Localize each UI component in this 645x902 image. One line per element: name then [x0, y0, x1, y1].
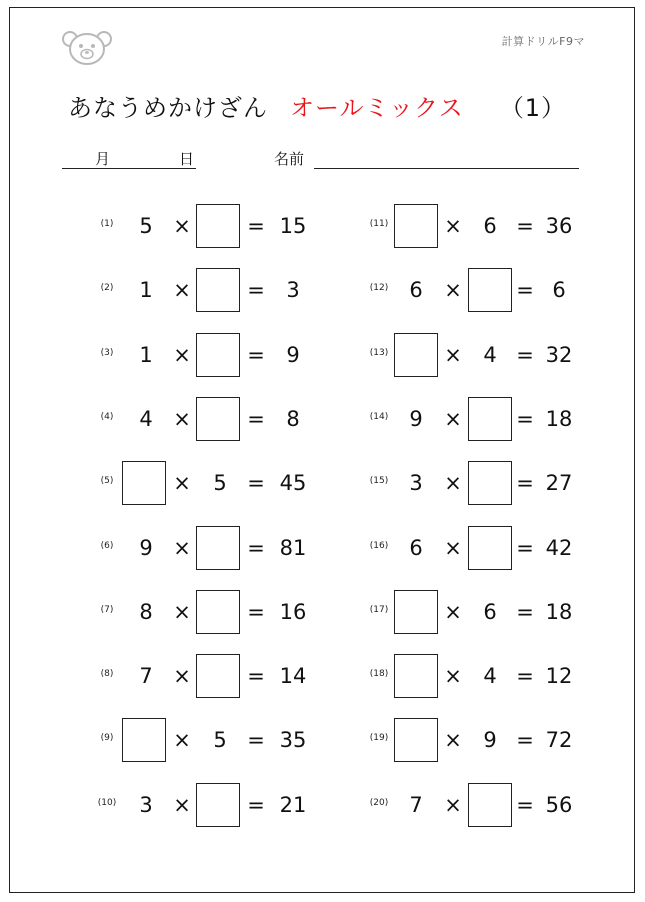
product: 35	[279, 728, 307, 752]
answer-box[interactable]	[468, 783, 512, 827]
answer-box[interactable]	[196, 783, 240, 827]
product: 56	[545, 793, 573, 817]
equals-sign: =	[247, 214, 265, 238]
times-sign: ×	[173, 600, 191, 624]
times-sign: ×	[173, 471, 191, 495]
times-sign: ×	[444, 214, 462, 238]
product: 9	[286, 343, 300, 367]
equals-sign: =	[247, 728, 265, 752]
equals-sign: =	[247, 793, 265, 817]
equals-sign: =	[247, 343, 265, 367]
name-label: 名前	[274, 150, 305, 168]
product: 15	[279, 214, 307, 238]
times-sign: ×	[444, 600, 462, 624]
product: 36	[545, 214, 573, 238]
product: 14	[279, 664, 307, 688]
problem-number: (15)	[369, 476, 389, 486]
operand-a: 7	[409, 793, 423, 817]
equals-sign: =	[516, 471, 534, 495]
problem-number: (6)	[100, 541, 114, 551]
operand-a: 6	[409, 536, 423, 560]
answer-box[interactable]	[394, 718, 438, 762]
date-field[interactable]	[62, 148, 196, 169]
answer-box[interactable]	[468, 461, 512, 505]
problem-number: (9)	[100, 733, 114, 743]
times-sign: ×	[444, 343, 462, 367]
answer-box[interactable]	[394, 204, 438, 248]
product: 3	[286, 278, 300, 302]
equals-sign: =	[247, 664, 265, 688]
operand-a: 3	[409, 471, 423, 495]
bear-logo-icon	[62, 30, 112, 66]
month-label: 月	[95, 150, 111, 168]
times-sign: ×	[173, 343, 191, 367]
times-sign: ×	[173, 407, 191, 431]
answer-box[interactable]	[196, 204, 240, 248]
product: 18	[545, 407, 573, 431]
answer-box[interactable]	[122, 718, 166, 762]
problem-number: (5)	[100, 476, 114, 486]
operand-b: 6	[483, 214, 497, 238]
times-sign: ×	[173, 728, 191, 752]
operand-b: 9	[483, 728, 497, 752]
product: 81	[279, 536, 307, 560]
problem-number: (11)	[369, 219, 389, 229]
problem-number: (16)	[369, 541, 389, 551]
product: 21	[279, 793, 307, 817]
answer-box[interactable]	[394, 590, 438, 634]
operand-a: 5	[139, 214, 153, 238]
equals-sign: =	[247, 536, 265, 560]
problem-number: (12)	[369, 283, 389, 293]
operand-a: 7	[139, 664, 153, 688]
problem-number: (18)	[369, 669, 389, 679]
times-sign: ×	[444, 471, 462, 495]
problem-number: (7)	[100, 605, 114, 615]
worksheet-page	[9, 7, 635, 893]
operand-a: 1	[139, 278, 153, 302]
product: 72	[545, 728, 573, 752]
product: 45	[279, 471, 307, 495]
product: 42	[545, 536, 573, 560]
day-label: 日	[179, 150, 195, 168]
times-sign: ×	[173, 278, 191, 302]
worksheet-title	[68, 88, 566, 123]
answer-box[interactable]	[196, 590, 240, 634]
answer-box[interactable]	[468, 397, 512, 441]
operand-a: 8	[139, 600, 153, 624]
equals-sign: =	[516, 664, 534, 688]
operand-a: 9	[139, 536, 153, 560]
operand-b: 6	[483, 600, 497, 624]
answer-box[interactable]	[196, 397, 240, 441]
name-field[interactable]	[314, 168, 579, 169]
product: 6	[552, 278, 566, 302]
answer-box[interactable]	[468, 268, 512, 312]
problem-number: (3)	[100, 348, 114, 358]
operand-a: 3	[139, 793, 153, 817]
problem-number: (10)	[97, 798, 117, 808]
equals-sign: =	[516, 278, 534, 302]
answer-box[interactable]	[394, 333, 438, 377]
times-sign: ×	[444, 407, 462, 431]
product: 12	[545, 664, 573, 688]
times-sign: ×	[173, 536, 191, 560]
equals-sign: =	[516, 536, 534, 560]
operand-a: 1	[139, 343, 153, 367]
answer-box[interactable]	[196, 654, 240, 698]
answer-box[interactable]	[196, 526, 240, 570]
times-sign: ×	[173, 214, 191, 238]
problem-number: (2)	[100, 283, 114, 293]
product: 16	[279, 600, 307, 624]
equals-sign: =	[247, 471, 265, 495]
operand-a: 4	[139, 407, 153, 431]
brand-label: 計算ドリルF9マ	[501, 35, 585, 48]
product: 27	[545, 471, 573, 495]
equals-sign: =	[516, 600, 534, 624]
times-sign: ×	[444, 664, 462, 688]
operand-b: 4	[483, 664, 497, 688]
answer-box[interactable]	[122, 461, 166, 505]
operand-a: 9	[409, 407, 423, 431]
operand-b: 4	[483, 343, 497, 367]
equals-sign: =	[247, 278, 265, 302]
equals-sign: =	[516, 793, 534, 817]
equals-sign: =	[516, 728, 534, 752]
times-sign: ×	[173, 664, 191, 688]
title-number: （1）	[499, 94, 567, 122]
problem-number: (20)	[369, 798, 389, 808]
problem-number: (8)	[100, 669, 114, 679]
answer-box[interactable]	[196, 268, 240, 312]
title-main: あなうめかけざん	[68, 94, 268, 122]
times-sign: ×	[444, 728, 462, 752]
operand-a: 6	[409, 278, 423, 302]
problem-number: (13)	[369, 348, 389, 358]
equals-sign: =	[516, 407, 534, 431]
problem-number: (19)	[369, 733, 389, 743]
equals-sign: =	[516, 343, 534, 367]
equals-sign: =	[247, 407, 265, 431]
operand-b: 5	[213, 471, 227, 495]
operand-b: 5	[213, 728, 227, 752]
problem-number: (17)	[369, 605, 389, 615]
problem-number: (4)	[100, 412, 114, 422]
answer-box[interactable]	[196, 333, 240, 377]
product: 32	[545, 343, 573, 367]
equals-sign: =	[247, 600, 265, 624]
times-sign: ×	[444, 793, 462, 817]
equals-sign: =	[516, 214, 534, 238]
product: 18	[545, 600, 573, 624]
times-sign: ×	[444, 278, 462, 302]
product: 8	[286, 407, 300, 431]
answer-box[interactable]	[468, 526, 512, 570]
problem-number: (1)	[100, 219, 114, 229]
times-sign: ×	[173, 793, 191, 817]
title-mix: オールミックス	[290, 94, 464, 122]
times-sign: ×	[444, 536, 462, 560]
answer-box[interactable]	[394, 654, 438, 698]
problem-number: (14)	[369, 412, 389, 422]
